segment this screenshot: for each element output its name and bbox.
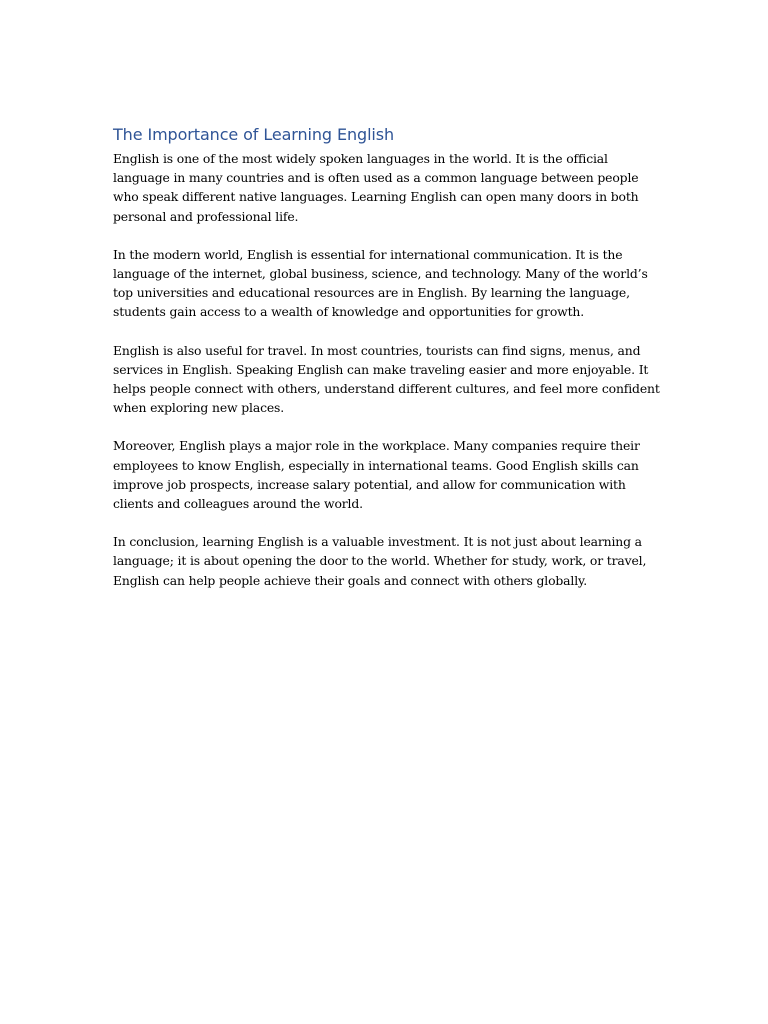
paragraph-communication: In the modern world, English is essential for international communication. It is the language of the internet, global business, science, and technology. Many of the world’s top universities and educational resources are in English. By learning the language, students gain access to a wealth of knowledge and opportunities for growth. bbox=[113, 246, 648, 320]
paragraph-workplace: Moreover, English plays a major role in the workplace. Many companies require their employees to know English, especially in international teams. Good English skills can improve job prospects, increase salary potential, and allow for communication with clients and colleagues around the world. bbox=[113, 438, 640, 512]
paragraph-travel: English is also useful for travel. In most countries, tourists can find signs, menus, and services in English. Speaking English can make traveling easier and more enjoyable. It helps people connect with others, understand different cultures, and feel more confident when exploring new places. bbox=[113, 342, 660, 416]
document-title: The Importance of Learning English bbox=[113, 125, 395, 144]
paragraph-intro: English is one of the most widely spoken languages in the world. It is the official language in many countries and is often used as a common language between people who speak different native languages. Learning English can open many doors in both personal and professional life. bbox=[113, 151, 639, 224]
paragraph-conclusion: In conclusion, learning English is a valuable investment. It is not just about learning a language; it is about opening the door to the world. Whether for study, work, or travel, English can help people achieve their goals and connect with others globally. bbox=[113, 534, 647, 588]
